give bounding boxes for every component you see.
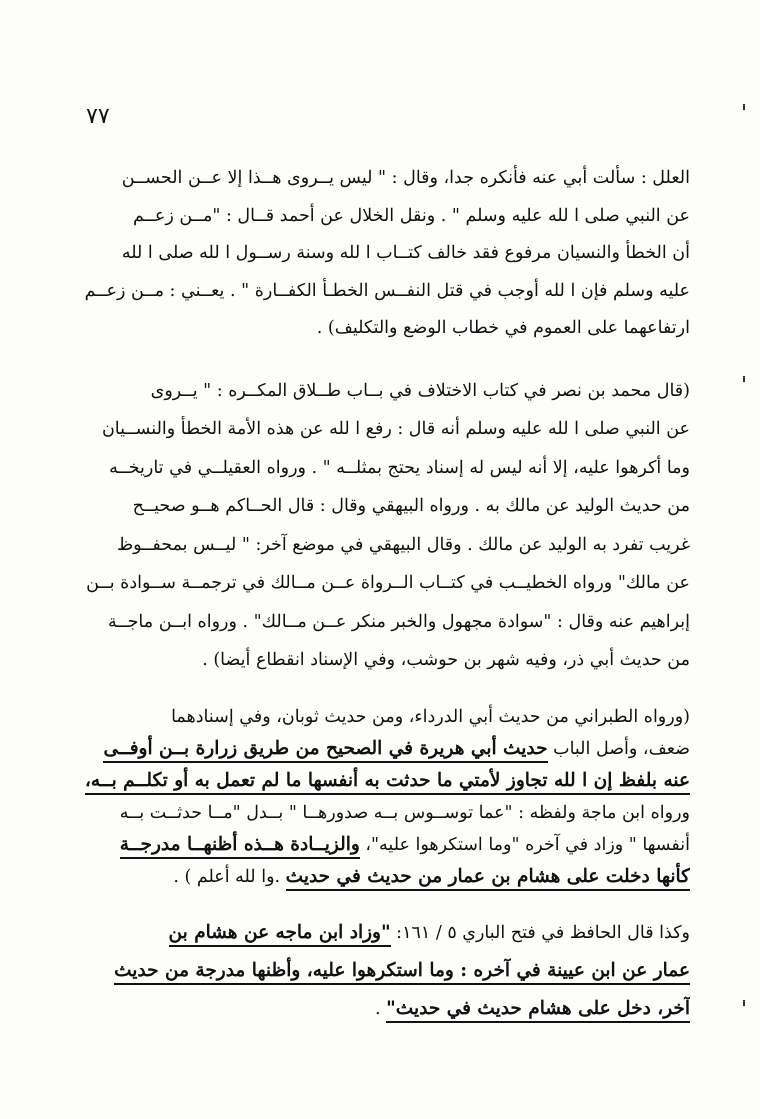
emphasized-text: آخر، دخل على هشام حديث في حديث" bbox=[386, 998, 690, 1023]
margin-mark bbox=[743, 1000, 745, 1006]
text-line: العلل : سألت أبي عنه فأنكره جدا، وقال : " ليس يــروى هــذا إلا عــن الحســن bbox=[121, 168, 690, 188]
paragraph-2 bbox=[70, 372, 690, 680]
plain-text: ورواه ابن ماجة ولفظه : "عما توســوس بــه صدورهــا " بــدل "مــا حدثــت بــه bbox=[119, 802, 690, 823]
margin-mark bbox=[743, 376, 745, 382]
text-line bbox=[70, 952, 690, 990]
emphasized-text: حديث أبي هريرة في الصحيح من طريق زرارة بــن أوفــى bbox=[103, 738, 547, 763]
text-line: عن النبي صلى ا لله عليه وسلم أنه قال : رفع ا لله عن هذه الأمة الخطأ والنســيان bbox=[101, 419, 690, 439]
page-body bbox=[70, 160, 690, 1028]
text-line bbox=[70, 914, 690, 952]
plain-text: .وا لله أعلم ) . bbox=[173, 866, 286, 887]
text-line: من حديث أبي ذر، وفيه شهر بن حوشب، وفي الإسناد انقطاع أيضا) . bbox=[202, 650, 690, 670]
paragraph-1 bbox=[70, 160, 690, 348]
text-line: وما أكرهوا عليه، إلا أنه ليس له إسناد يحتج بمثلــه " . ورواه العقيلــي في تاريخــه bbox=[109, 457, 690, 478]
emphasized-text: "وزاد ابن ماجه عن هشام بن bbox=[169, 922, 391, 947]
text-line: ارتفاعهما على العموم في خطاب الوضع والتكليف) . bbox=[316, 318, 690, 338]
plain-text: وكذا قال الحافظ في فتح الباري ٥ / ١٦١: bbox=[390, 922, 690, 943]
emphasized-text: عمار عن ابن عيينة في آخره : وما استكرهوا عليه، وأظنها مدرجة من حديث bbox=[114, 960, 690, 985]
text-line: أن الخطأ والنسيان مرفوع فقد خالف كتــاب ا لله وسنة رســول ا لله صلى ا لله bbox=[121, 243, 690, 263]
paragraph-3 bbox=[70, 701, 690, 893]
text-line: (قال محمد بن نصر في كتاب الاختلاف في بــاب طــلاق المكــره : " يــروى bbox=[150, 380, 690, 401]
text-line bbox=[70, 861, 690, 893]
text-line bbox=[70, 765, 690, 797]
text-line: عليه وسلم فإن ا لله أوجب في قتل النفــس الخطـأ الكفــارة " . يعــني : مــن زعــم bbox=[84, 280, 690, 301]
text-line: عن النبي صلى ا لله عليه وسلم " . ونقل الخلال عن أحمد قــال : "مــن زعــم bbox=[133, 205, 690, 226]
plain-text: (ورواه الطبراني من حديث أبي الدرداء، ومن حديث ثوبان، وفي إسنادهما bbox=[171, 706, 690, 727]
text-line: من حديث الوليد عن مالك به . ورواه البيهقي وقال : قال الحــاكم هــو صحيــح bbox=[132, 496, 690, 516]
text-line bbox=[70, 990, 690, 1028]
emphasized-text: والزيــادة هــذه أظنهــا مدرجــة bbox=[120, 834, 360, 859]
text-line: عن مالك" ورواه الخطيــب في كتــاب الــرواة عــن مــالك في ترجمــة ســوادة بــن bbox=[86, 573, 690, 593]
margin-mark bbox=[743, 104, 745, 110]
text-line bbox=[70, 797, 690, 829]
text-line bbox=[70, 701, 690, 733]
page-number: ٧٧ bbox=[86, 104, 110, 129]
paragraph-4 bbox=[70, 914, 690, 1028]
plain-text: أنفسها " وزاد في آخره "وما استكرهوا عليه"، bbox=[359, 834, 690, 855]
text-line: إبراهيم عنه وقال : "سوادة مجهول والخبر منكر عــن مــالك" . ورواه ابــن ماجــة bbox=[107, 611, 690, 632]
text-line: غريب تفرد به الوليد عن مالك . وقال البيهقي في موضع آخر: " ليــس بمحفــوظ bbox=[116, 534, 690, 555]
plain-text: ضعف، وأصل الباب bbox=[547, 738, 690, 759]
text-line bbox=[70, 829, 690, 861]
plain-text: . bbox=[375, 998, 387, 1019]
emphasized-text: كأنها دخلت على هشام بن عمار من حديث في حديث bbox=[286, 866, 690, 891]
text-line bbox=[70, 733, 690, 765]
emphasized-text: عنه بلفظ إن ا لله تجاوز لأمتي ما حدثت به أنفسها ما لم تعمل به أو تكلــم بــه، bbox=[85, 770, 690, 795]
